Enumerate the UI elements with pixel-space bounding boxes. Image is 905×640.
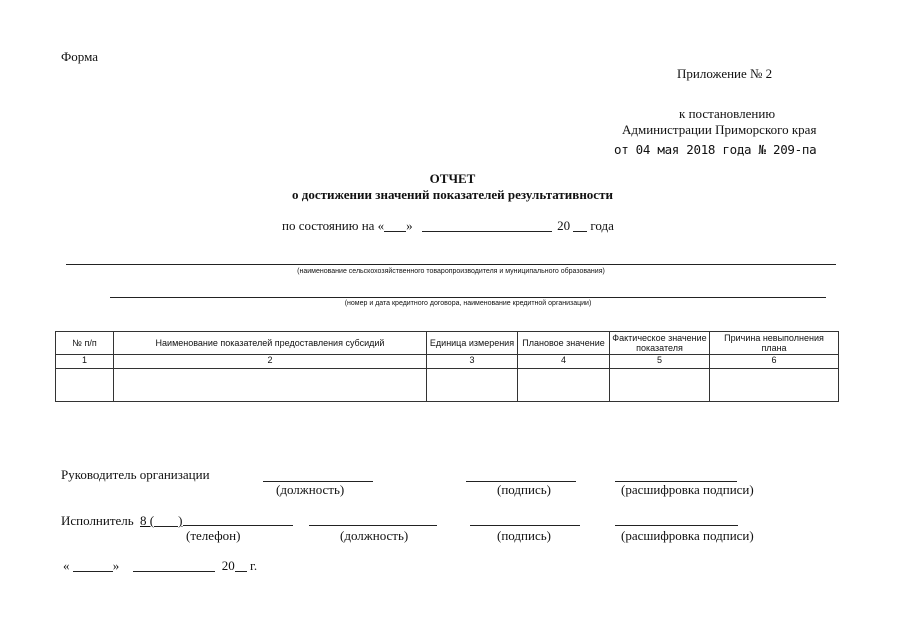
head-position-caption: (должность) [276,482,345,497]
header-cell: Плановое значение [518,332,610,355]
day-blank[interactable] [384,231,406,232]
phone-prefix: 8 ( [140,513,155,528]
header-cell: Фактическое значение показателя [610,332,710,355]
sign-date-year: 20 [221,558,235,573]
sign-date [63,558,257,574]
executor-position-line[interactable] [309,525,437,526]
head-decoding-caption: (расшифровка подписи) [621,482,754,497]
producer-note: (наименование сельскохозяйственного товаропроизводителя и муниципального образования) [297,268,605,275]
appendix-title: Приложение № 2 [677,66,773,81]
producer-line[interactable] [66,264,836,265]
table-cell[interactable] [56,369,114,402]
appendix-line-2: Администрации Приморского края [622,122,817,137]
executor-decoding-caption: (расшифровка подписи) [621,528,754,543]
number-cell: 1 [56,355,114,369]
executor-phone-line[interactable] [183,525,293,526]
sign-day-blank[interactable] [73,571,113,572]
phone-close: ) [178,513,183,528]
date-year: 20 [557,218,571,233]
table-cell[interactable] [114,369,427,402]
header-cell: Наименование показателей предоставления субсидий [114,332,427,355]
executor-position-caption: (должность) [340,528,409,543]
head-label: Руководитель организации [61,467,210,482]
header-cell: Причина невыполнения плана [710,332,839,355]
header-cell: Единица измерения [427,332,518,355]
executor-signature-caption: (подпись) [497,528,551,543]
year-blank[interactable] [573,231,587,232]
sign-date-suffix: г. [250,558,258,573]
sign-date-close: » [112,558,120,573]
number-cell: 5 [610,355,710,369]
report-title: ОТЧЕТ [429,171,476,186]
report-subtitle: о достижении значений показателей результативности [292,187,613,202]
credit-line[interactable] [110,297,826,298]
date-suffix: года [590,218,614,233]
number-cell: 3 [427,355,518,369]
date-prefix: по состоянию на « [282,218,385,233]
form-label: Форма [61,49,98,64]
head-signature-caption: (подпись) [497,482,551,497]
table-cell[interactable] [610,369,710,402]
month-blank[interactable] [422,231,552,232]
date-mid: » [406,218,413,233]
sign-date-open: « [63,558,70,573]
executor-phone [140,513,182,529]
indicators-table [55,331,839,402]
executor-phone-caption: (телефон) [186,528,241,543]
table-header-row [56,332,839,355]
table-cell[interactable] [710,369,839,402]
table-number-row [56,355,839,369]
appendix-line-3: от 04 мая 2018 года № 209-па [614,142,817,157]
report-date-line [282,218,614,234]
table-cell[interactable] [518,369,610,402]
executor-label: Исполнитель [61,513,134,528]
executor-decoding-line[interactable] [615,525,738,526]
number-cell: 2 [114,355,427,369]
phone-code-blank[interactable] [154,526,178,527]
executor-signature-line[interactable] [470,525,580,526]
number-cell: 6 [710,355,839,369]
number-cell: 4 [518,355,610,369]
sign-year-blank[interactable] [235,571,247,572]
table-cell[interactable] [427,369,518,402]
credit-note: (номер и дата кредитного договора, наименование кредитной организации) [344,300,592,307]
appendix-line-1: к постановлению [679,106,776,121]
header-cell: № п/п [56,332,114,355]
sign-month-blank[interactable] [133,571,215,572]
table-row [56,369,839,402]
